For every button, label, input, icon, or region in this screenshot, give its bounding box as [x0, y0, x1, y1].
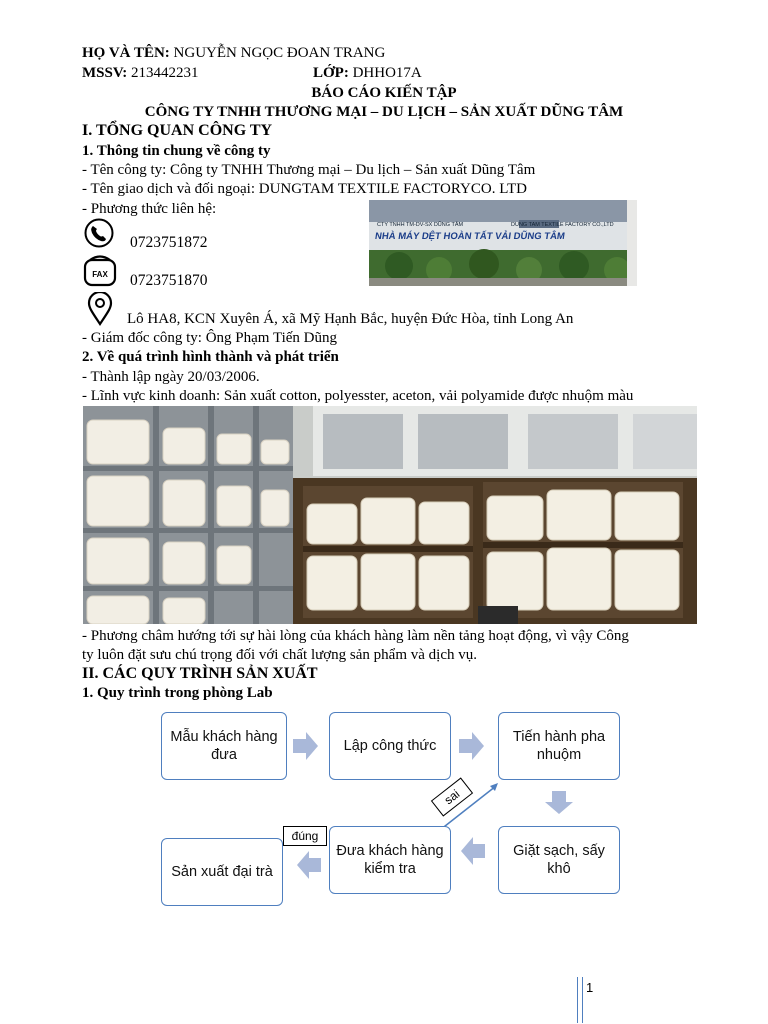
page-number-rule [577, 977, 583, 1023]
class-label: LỚP: [313, 65, 349, 81]
phone-number: 0723751872 [130, 234, 208, 251]
company-name: - Tên công ty: Công ty TNHH Thương mại – Du lịch – Sản xuất Dũng Tâm [82, 162, 536, 178]
director: - Giám đốc công ty: Ông Phạm Tiến Dũng [82, 330, 337, 346]
motto-line-1: - Phương châm hướng tới sự hài lòng của khách hàng làm nền tảng hoạt động, vì vậy Công [82, 628, 629, 644]
section-2-heading: II. CÁC QUY TRÌNH SẢN XUẤT [82, 665, 318, 682]
motto-line-2: ty luôn đặt sưu chú trọng đối với chất lượng sản phẩm và dịch vụ. [82, 647, 477, 663]
company-title: CÔNG TY TNHH THƯƠNG MẠI – DU LỊCH – SẢN XUẤT DŨNG TÂM [144, 104, 624, 120]
id-value: 213442231 [131, 65, 199, 81]
svg-text:FAX: FAX [92, 270, 108, 279]
section-1-sub-1: 1. Thông tin chung về công ty [82, 143, 271, 159]
class-value: DHHO17A [352, 65, 422, 81]
label-wrong: sai [431, 777, 473, 816]
flow-step-customer-sample: Mẫu khách hàng đưa [161, 712, 287, 780]
section-1-heading: I. TỔNG QUAN CÔNG TY [82, 122, 273, 139]
arrow-3-to-4 [545, 791, 573, 814]
contact-label: - Phương thức liên hệ: [82, 201, 217, 217]
label-right: đúng [283, 826, 327, 846]
address: Lô HA8, KCN Xuyên Á, xã Mỹ Hạnh Bắc, huyện Đức Hòa, tỉnh Long An [127, 311, 574, 327]
fax-number: 0723751870 [130, 272, 208, 289]
flow-step-wash-dry: Giặt sạch, sấy khô [498, 826, 620, 894]
name-value: NGUYỄN NGỌC ĐOAN TRANG [173, 45, 386, 61]
sign-text-main: NHÀ MÁY DỆT HOÀN TẤT VẢI DŨNG TÂM [374, 231, 566, 242]
report-title: BÁO CÁO KIẾN TẬP [311, 85, 457, 101]
flow-step-formulate: Lập công thức [329, 712, 451, 780]
founded-date: - Thành lập ngày 20/03/2006. [82, 369, 260, 385]
section-1-sub-2: 2. Về quá trình hình thành và phát triển [82, 349, 339, 365]
section-2-sub-1: 1. Quy trình trong phòng Lab [82, 685, 273, 701]
name-label: HỌ VÀ TÊN: [82, 45, 170, 61]
id-label: MSSV: [82, 65, 128, 81]
trade-name: - Tên giao dịch và đối ngoại: DUNGTAM TEXTILE FACTORYCO. LTD [82, 181, 528, 197]
arrow-5-to-6 [297, 851, 321, 879]
sign-text-small-right: DUNG TAM TEXTILE FACTORY CO.,LTD [511, 222, 614, 228]
sign-text-small-left: CTY TNHH TM-DV-SX DŨNG TÂM [377, 222, 464, 228]
arrow-2-to-3 [459, 732, 484, 760]
arrow-1-to-2 [293, 732, 318, 760]
flow-step-mass-production: Sản xuất đại trà [161, 838, 283, 906]
flow-step-customer-check: Đưa khách hàng kiểm tra [329, 826, 451, 894]
arrow-4-to-5 [461, 837, 485, 865]
flow-step-dyeing: Tiến hành pha nhuộm [498, 712, 620, 780]
business-field: - Lĩnh vực kinh doanh: Sản xuất cotton, polyesster, aceton, vải polyamide được nhuộm màu [82, 388, 634, 404]
page-number: 1 [586, 980, 594, 995]
